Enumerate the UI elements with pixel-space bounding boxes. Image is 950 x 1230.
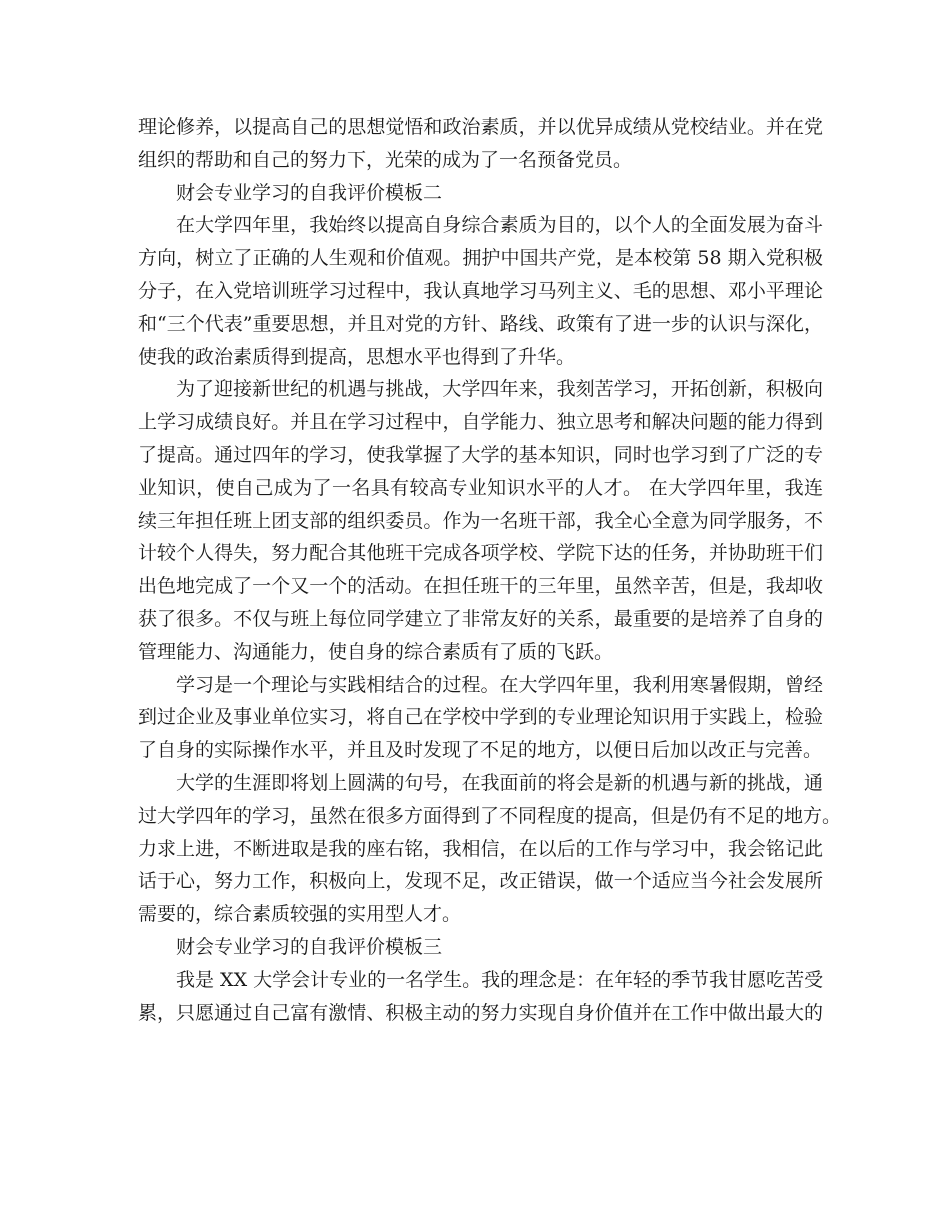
text-line: 学习是一个理论与实践相结合的过程。在大学四年里，我利用寒暑假期，曾经 — [176, 673, 823, 696]
text-line: 到过企业及事业单位实习，将自己在学校中学到的专业理论知识用于实践上，检验 — [138, 706, 823, 729]
document-body — [138, 111, 842, 1029]
text-line: 出色地完成了一个又一个的活动。在担任班干的三年里，虽然辛苦，但是，我却收 — [138, 575, 823, 598]
text-line: 续三年担任班上团支部的组织委员。作为一名班干部，我全心全意为同学服务，不 — [138, 509, 823, 532]
text-line: 获了很多。不仅与班上每位同学建立了非常友好的关系，最重要的是培养了自身的 — [138, 607, 823, 630]
text-line: 方向，树立了正确的人生观和价值观。拥护中国共产党，是本校第 58 期入党积极 — [138, 247, 823, 270]
text-line: 和“三个代表”重要思想，并且对党的方针、路线、政策有了进一步的认识与深化， — [138, 312, 823, 335]
text-line: 大学的生涯即将划上圆满的句号，在我面前的将会是新的机遇与新的挑战，通 — [176, 771, 823, 794]
text-line: 在大学四年里，我始终以提高自身综合素质为目的，以个人的全面发展为奋斗 — [176, 214, 823, 237]
text-line: 我是 XX 大学会计专业的一名学生。我的理念是：在年轻的季节我甘愿吃苦受 — [176, 968, 824, 991]
text-line: 上学习成绩良好。并且在学习过程中，自学能力、独立思考和解决问题的能力得到 — [138, 411, 823, 434]
text-line: 使我的政治素质得到提高，思想水平也得到了升华。 — [138, 345, 576, 368]
text-line: 力求上进，不断进取是我的座右铭，我相信，在以后的工作与学习中，我会铭记此 — [138, 837, 823, 860]
text-line: 业知识，使自己成为了一名具有较高专业知识水平的人才。 在大学四年里，我连 — [138, 476, 823, 499]
text-line: 分子，在入党培训班学习过程中，我认真地学习马列主义、毛的思想、邓小平理论 — [138, 279, 823, 302]
text-line: 需要的，综合素质较强的实用型人才。 — [138, 903, 462, 926]
text-line: 过大学四年的学习，虽然在很多方面得到了不同程度的提高，但是仍有不足的地方。 — [138, 804, 842, 827]
text-line: 财会专业学习的自我评价模板二 — [176, 181, 443, 204]
text-line: 组织的帮助和自己的努力下，光荣的成为了一名预备党员。 — [138, 148, 633, 171]
text-line: 了提高。通过四年的学习，使我掌握了大学的基本知识，同时也学习到了广泛的专 — [138, 443, 823, 466]
text-line: 管理能力、沟通能力，使自身的综合素质有了质的飞跃。 — [138, 640, 614, 663]
text-line: 为了迎接新世纪的机遇与挑战，大学四年来，我刻苦学习，开拓创新，积极向 — [176, 378, 823, 401]
text-line: 累，只愿通过自己富有激情、积极主动的努力实现自身价值并在工作中做出最大的 — [138, 1001, 823, 1024]
text-line: 财会专业学习的自我评价模板三 — [176, 935, 443, 958]
text-line: 了自身的实际操作水平，并且及时发现了不足的地方，以便日后加以改正与完善。 — [138, 739, 823, 762]
text-line: 理论修养，以提高自己的思想觉悟和政治素质，并以优异成绩从党校结业。并在党 — [138, 116, 823, 138]
text-line: 话于心，努力工作，积极向上，发现不足，改正错误，做一个适应当今社会发展所 — [138, 870, 823, 893]
text-line: 计较个人得失，努力配合其他班干完成各项学校、学院下达的任务，并协助班干们 — [138, 542, 823, 565]
